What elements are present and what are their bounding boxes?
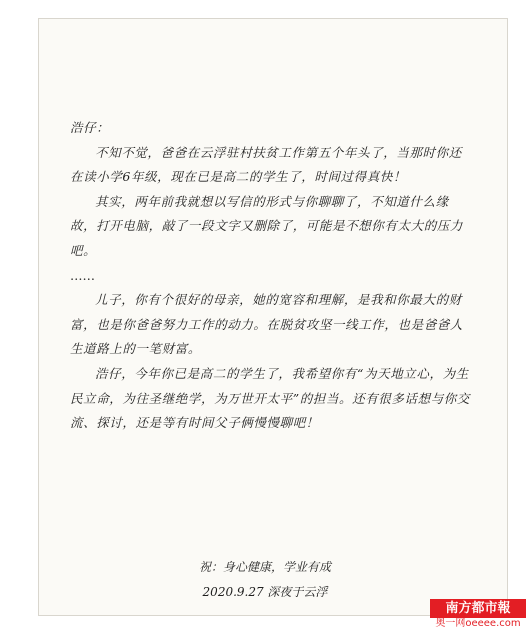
newspaper-watermark xyxy=(430,599,526,630)
letter-body xyxy=(70,116,470,436)
letter-signature: 2020.9.27 深夜于云浮 xyxy=(202,585,328,599)
letter-ellipsis: …… xyxy=(70,267,95,283)
letter-paragraph-2: 其实，两年前我就想以写信的形式与你聊聊了，不知道什么缘故，打开电脑，敲了一段文字又删除了，可能是不想你有太大的压力吧。 xyxy=(70,193,464,258)
letter-greeting: 浩仔： xyxy=(70,120,110,135)
letter-paragraph-1: 不知不觉，爸爸在云浮驻村扶贫工作第五个年头了，当那时你还在读小学6年级，现在已是高二的学生了，时间过得真快！ xyxy=(70,144,462,185)
watermark-url: 奥一网oeeee.com xyxy=(430,618,526,630)
newspaper-logo: 南方都市報 xyxy=(430,599,526,618)
letter-paragraph-4: 浩仔，今年你已是高二的学生了，我希望你有“为天地立心，为生民立命，为往圣继绝学，为万世开太平”的担当。还有很多话想与你交流、探讨，还是等有时间父子俩慢慢聊吧！ xyxy=(70,365,470,431)
letter-closing: 祝：身心健康，学业有成 xyxy=(198,560,331,574)
letter-paragraph-3: 儿子，你有个很好的母亲，她的宽容和理解，是我和你最大的财富，也是你爸爸努力工作的动力。在脱贫攻坚一线工作，也是爸爸人生道路上的一笔财富。 xyxy=(70,292,464,357)
